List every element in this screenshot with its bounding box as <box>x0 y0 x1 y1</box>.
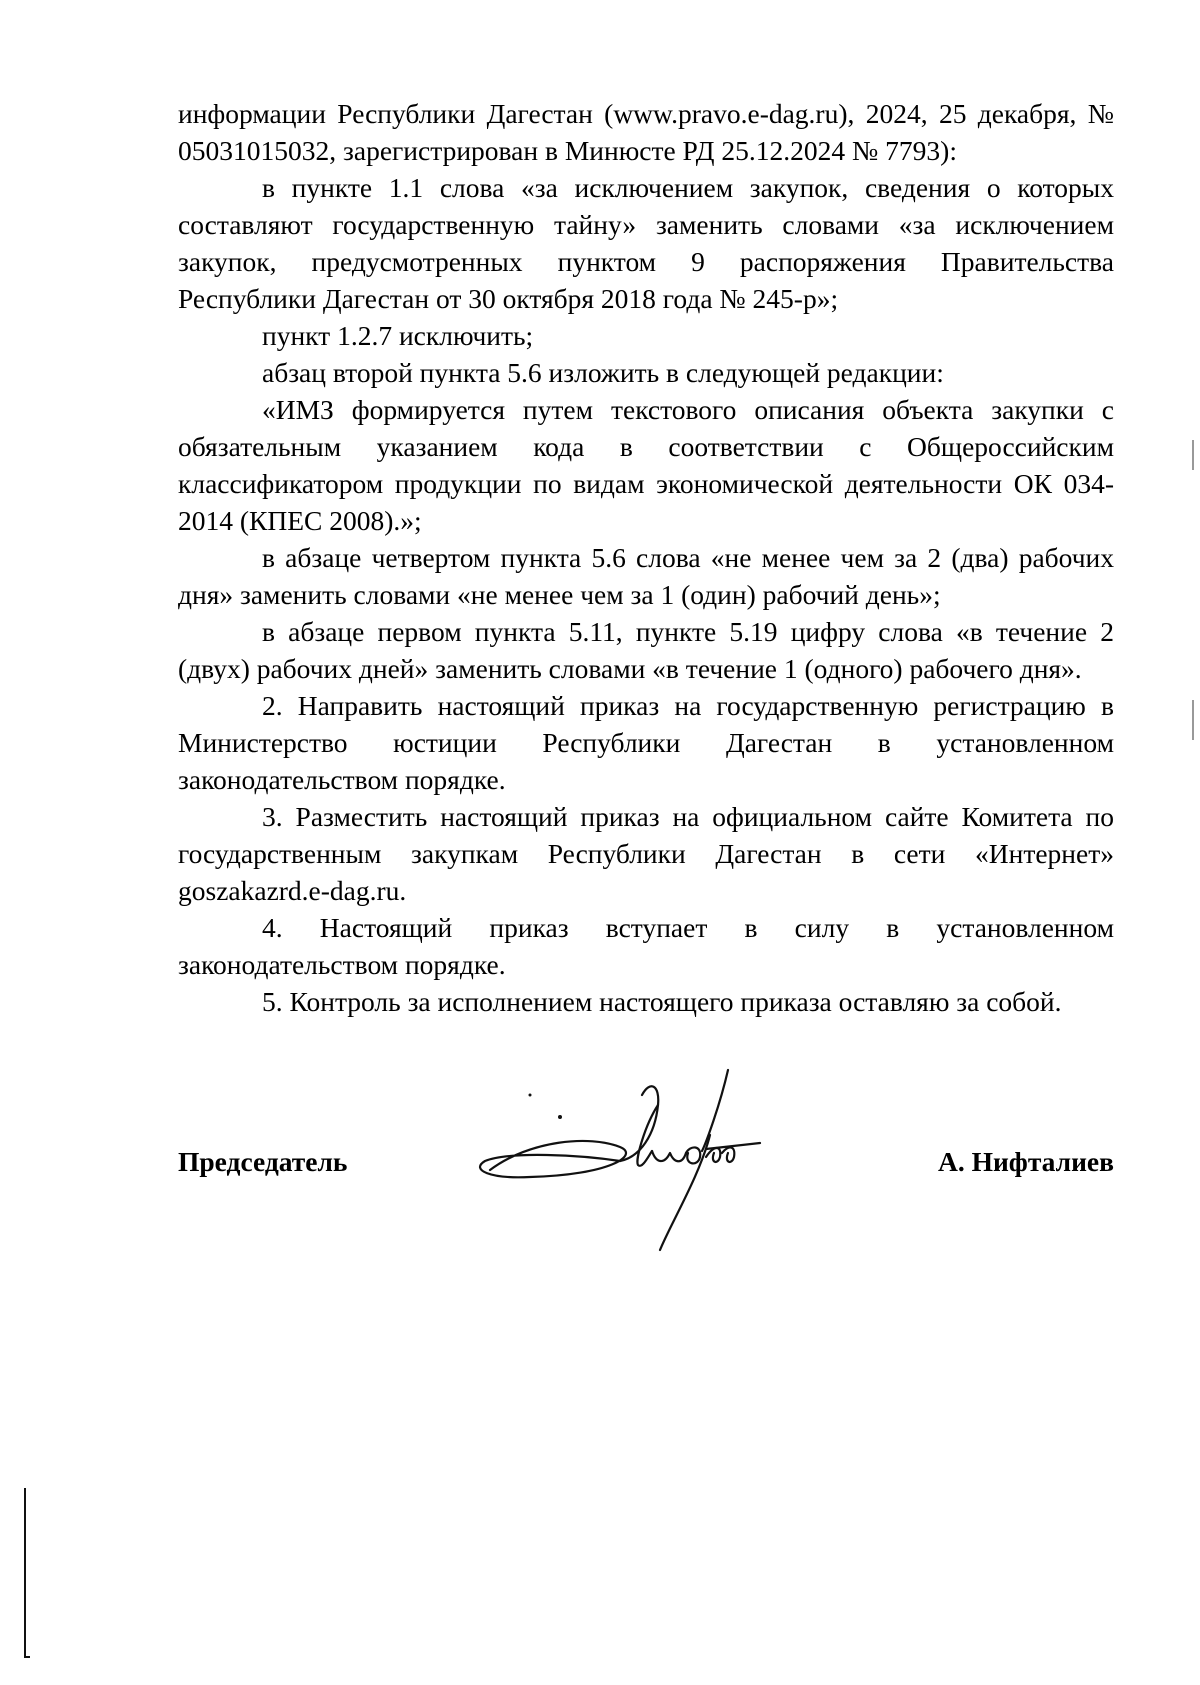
paragraph-0: информации Республики Дагестан (www.pravo.e-dag.ru), 2024, 25 декабря, № 05031015032, зарегистрирован в Минюсте РД 25.12.2024 № 7793): <box>178 98 1114 166</box>
paragraph-9: 4. Настоящий приказ вступает в силу в установленном законодательством порядке. <box>178 912 1114 980</box>
paragraph-7: 2. Направить настоящий приказ на государственную регистрацию в Министерство юстиции Республики Дагестан в установленном законодательством порядке. <box>178 690 1114 795</box>
paragraph-8: 3. Разместить настоящий приказ на официальном сайте Комитета по государственным закупкам Республики Дагестан в сети «Интернет» goszakazrd.e-dag.ru. <box>178 801 1114 906</box>
document-body <box>178 95 1114 1020</box>
scan-edge-mark-right-2 <box>1192 700 1194 740</box>
signatory-title: Председатель <box>178 1146 348 1177</box>
paragraph-10: 5. Контроль за исполнением настоящего приказа оставляю за собой. <box>262 986 1062 1017</box>
paragraph-1: в пункте 1.1 слова «за исключением закупок, сведения о которых составляют государственную тайну» заменить словами «за исключением закупок, предусмотренных пунктом 9 распоряжения Правительства Республики Дагестан от 30 октября 2018 года № 245-р»; <box>178 172 1114 314</box>
scan-edge-tick <box>24 1656 30 1658</box>
signature-row <box>178 1146 1114 1186</box>
paragraph-2: пункт 1.2.7 исключить; <box>262 320 534 351</box>
paragraph-6: в абзаце первом пункта 5.11, пункте 5.19 цифру слова «в течение 2 (двух) рабочих дней» заменить словами «в течение 1 (одного) рабочего дня». <box>178 616 1114 684</box>
paragraph-4: «ИМЗ формируется путем текстового описания объекта закупки с обязательным указанием кода в соответствии с Общероссийским классификатором продукции по видам экономической деятельности ОК 034-2014 (КПЕС 2008).»; <box>178 394 1114 536</box>
paragraph-3: абзац второй пункта 5.6 изложить в следующей редакции: <box>262 357 944 388</box>
scan-edge-mark <box>24 1488 26 1658</box>
scan-edge-mark-right <box>1192 440 1194 470</box>
signatory-name: А. Нифталиев <box>937 1146 1114 1177</box>
paragraph-5: в абзаце четвертом пункта 5.6 слова «не менее чем за 2 (два) рабочих дня» заменить словами «не менее чем за 1 (один) рабочий день»; <box>178 542 1114 610</box>
